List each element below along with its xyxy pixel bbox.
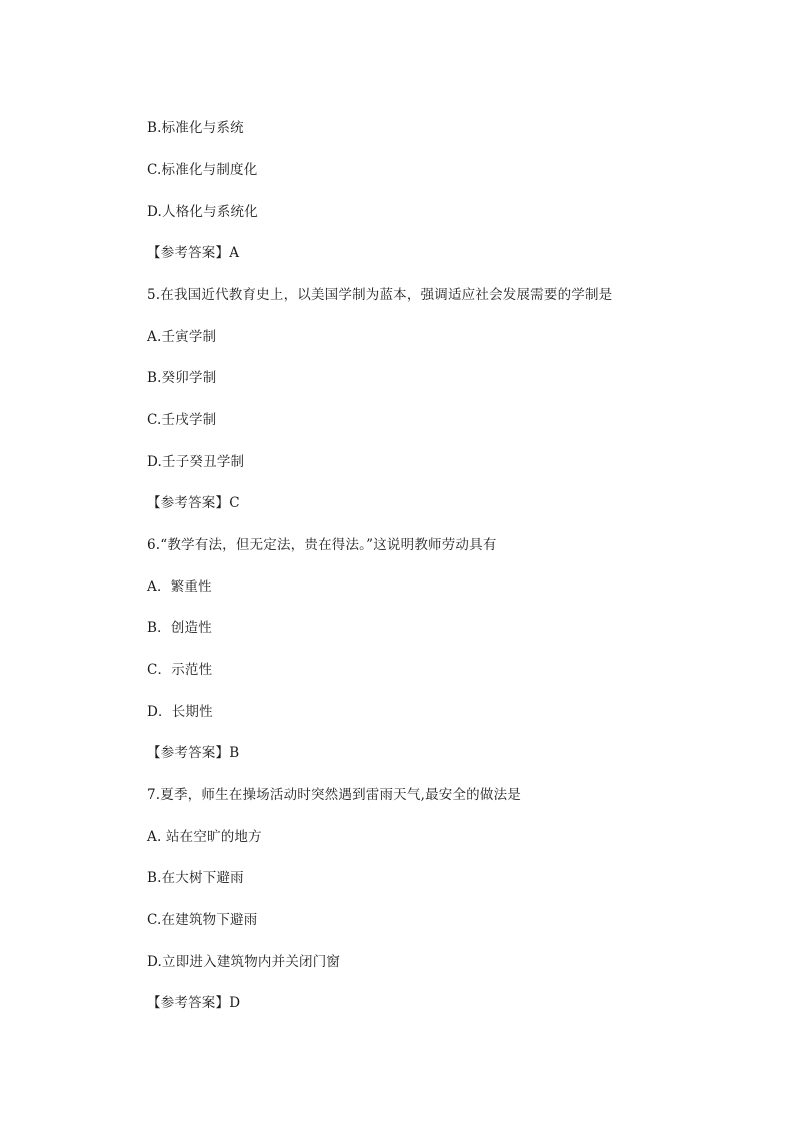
option-d-q7: D.立即进入建筑物内并关闭门窗 — [147, 954, 341, 970]
question-6: 6.“教学有法，但无定法，贵在得法。”这说明教师劳动具有 — [147, 537, 497, 553]
option-a-q5: A.壬寅学制 — [147, 329, 217, 345]
option-c-q5: C.壬戌学制 — [147, 412, 217, 428]
question-7: 7.夏季，师生在操场活动时突然遇到雷雨天气,最安全的做法是 — [147, 787, 521, 803]
option-d-q6: D．长期性 — [147, 704, 213, 720]
option-b-q7: B.在大树下避雨 — [147, 870, 244, 886]
option-c-q4: C.标准化与制度化 — [147, 162, 258, 178]
option-b-q4: B.标准化与系统 — [147, 120, 244, 136]
option-b-q5: B.癸卯学制 — [147, 370, 217, 386]
answer-q4: 【参考答案】A — [147, 245, 240, 261]
option-b-q6: B．创造性 — [147, 620, 212, 636]
answer-q5: 【参考答案】C — [147, 495, 240, 511]
answer-q7: 【参考答案】D — [147, 995, 241, 1011]
option-c-q6: C．示范性 — [147, 662, 213, 678]
option-a-q7: A. 站在空旷的地方 — [147, 829, 262, 845]
option-c-q7: C.在建筑物下避雨 — [147, 912, 258, 928]
answer-q6: 【参考答案】B — [147, 745, 240, 761]
option-d-q5: D.壬子癸丑学制 — [147, 454, 245, 470]
option-d-q4: D.人格化与系统化 — [147, 204, 258, 220]
question-5: 5.在我国近代教育史上，以美国学制为蓝本，强调适应社会发展需要的学制是 — [147, 287, 613, 303]
option-a-q6: A．繁重性 — [147, 579, 212, 595]
